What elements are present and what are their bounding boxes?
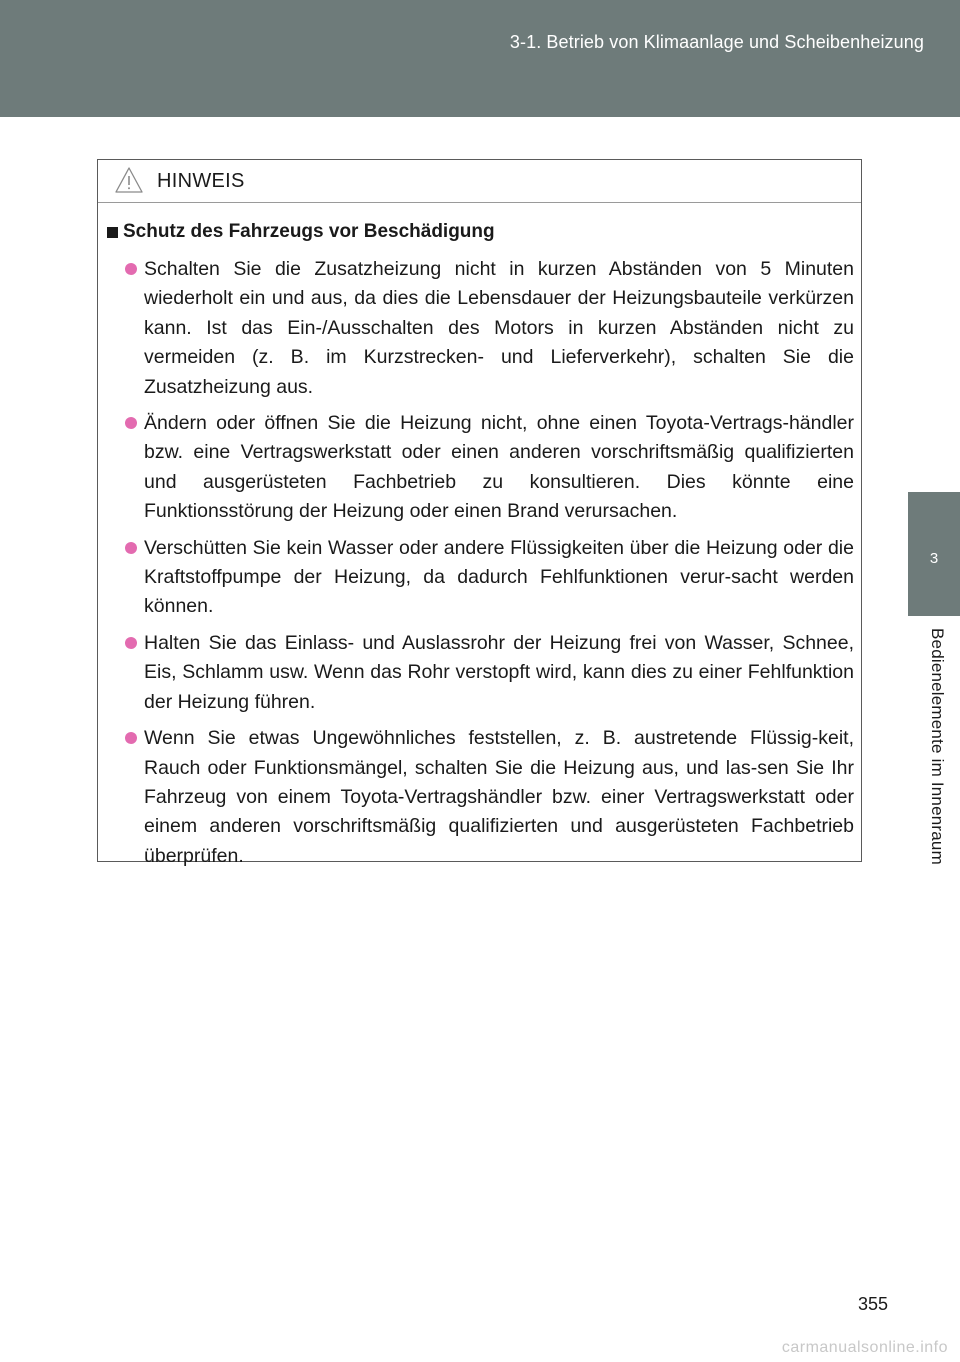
chapter-tab — [908, 492, 960, 616]
list-item-text: Schalten Sie die Zusatzheizung nicht in kurzen Abständen von 5 Minuten wiederholt ein und aus, da dies die Lebensdauer der Heizungsbauteile verkürzen kann. Ist das Ein-/Ausschalten des Motors in kurzen Abständen nicht zu vermeiden (z. B. im Kurzstrecken- und Lieferverkehr), schalten Sie die Zusatzheizung aus. — [144, 258, 854, 398]
list-item-text: Ändern oder öffnen Sie die Heizung nicht, ohne einen Toyota-Vertrags-händler bzw. eine Vertragswerkstatt oder einen anderen vorschriftsmäßig qualifizierten und ausgerüsteten Fachbetrieb zu konsultieren. Dies könnte eine Funktionsstörung der Heizung oder einen Brand verursachen. — [144, 412, 854, 523]
list-item — [122, 629, 854, 717]
warning-triangle-icon — [114, 166, 144, 194]
list-item-text: Halten Sie das Einlass- und Auslassrohr der Heizung frei von Wasser, Schnee, Eis, Schlamm usw. Wenn das Rohr verstopft wird, kann dies zu einer Fehlfunktion der Heizung führen. — [144, 631, 854, 713]
page-number: 355 — [858, 1294, 889, 1314]
section-heading — [107, 221, 495, 243]
section-title: 3-1. Betrieb von Klimaanlage und Scheibenheizung — [509, 32, 924, 52]
chapter-label: Bedienelemente im Innenraum — [928, 628, 947, 865]
list-item — [122, 255, 854, 402]
list-item — [122, 534, 854, 622]
header-band — [0, 0, 960, 117]
list-item-text: Wenn Sie etwas Ungewöhnliches feststellen, z. B. austretende Flüssig-keit, Rauch oder Funktionsmängel, schalten Sie die Heizung aus, und las-sen Sie Ihr Fahrzeug von einem Toyota-Vertragshändler bzw. einer Vertragswerkstatt oder einem anderen vorschriftsmäßig qualifizierten und ausgerüsteten Fachbetrieb überprüfen. — [144, 727, 854, 867]
bullet-dot-icon — [125, 263, 137, 275]
square-bullet-icon — [107, 227, 118, 238]
watermark: carmanualsonline.info — [781, 1339, 948, 1356]
list-item-text: Verschütten Sie kein Wasser oder andere Flüssigkeiten über die Heizung oder die Kraftstoffpumpe der Heizung, da dadurch Fehlfunktionen verur-sacht werden können. — [144, 536, 854, 618]
chapter-number: 3 — [929, 550, 939, 567]
notice-title: HINWEIS — [157, 170, 245, 192]
notice-header — [98, 160, 861, 203]
section-heading-text: Schutz des Fahrzeugs vor Beschädigung — [123, 221, 495, 242]
notice-box — [97, 159, 862, 867]
list-item — [122, 724, 854, 871]
bullet-dot-icon — [125, 637, 137, 649]
bullet-dot-icon — [125, 732, 137, 744]
list-item — [122, 409, 854, 527]
notice-item-list — [122, 255, 854, 878]
bullet-dot-icon — [125, 417, 137, 429]
bullet-dot-icon — [125, 542, 137, 554]
